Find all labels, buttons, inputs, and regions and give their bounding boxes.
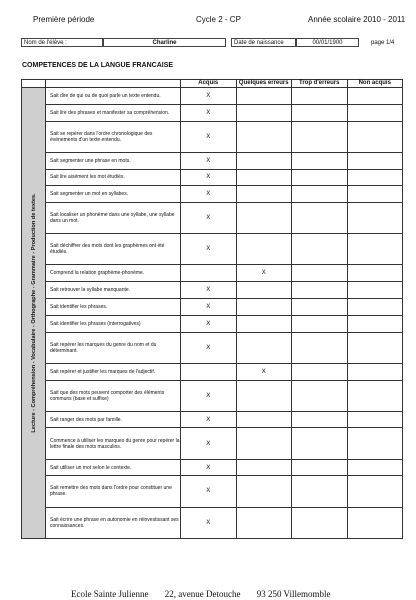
mark-cell: [236, 380, 292, 411]
mark-cell: [236, 104, 292, 121]
mark-cell: X: [236, 363, 292, 380]
mark-cell: X: [181, 234, 237, 265]
mark-cell: [347, 152, 403, 169]
birthdate-label: Date de naissance: [231, 38, 296, 47]
header-skill-blank: [46, 80, 181, 88]
skill-label: Sait segmenter une phrase en mots.: [46, 152, 181, 169]
skill-label: Sait lire des phrases et manifester sa compréhension.: [46, 104, 181, 121]
table-row: [22, 186, 403, 203]
table-row: [22, 380, 403, 411]
mark-cell: X: [236, 265, 292, 282]
table-row: [22, 459, 403, 476]
mark-cell: [292, 203, 348, 234]
mark-cell: [292, 88, 348, 105]
skill-label: Sait lire aisément les mot étudiés.: [46, 169, 181, 186]
mark-cell: X: [181, 186, 237, 203]
table-row: [22, 298, 403, 315]
table-row: [22, 282, 403, 299]
mark-cell: [292, 104, 348, 121]
mark-cell: X: [181, 298, 237, 315]
mark-cell: [347, 234, 403, 265]
mark-cell: [347, 282, 403, 299]
mark-cell: X: [181, 507, 237, 538]
mark-cell: [236, 186, 292, 203]
table-row: [22, 411, 403, 428]
mark-cell: [347, 186, 403, 203]
mark-cell: X: [181, 169, 237, 186]
mark-cell: [292, 363, 348, 380]
column-header: Non acquis: [347, 80, 403, 88]
mark-cell: [236, 459, 292, 476]
mark-cell: [292, 332, 348, 363]
skill-label: Sait repérer et justifier les marques de l'adjectif.: [46, 363, 181, 380]
mark-cell: [347, 507, 403, 538]
skill-label: Sait écrire une phrase en autonomie en réinvestissant ses connaissances.: [46, 507, 181, 538]
mark-cell: [292, 265, 348, 282]
mark-cell: [347, 476, 403, 507]
mark-cell: X: [181, 428, 237, 459]
page-number: page 1/4: [371, 40, 395, 46]
table-body: [22, 88, 403, 539]
header-blank: [22, 80, 46, 88]
mark-cell: [347, 265, 403, 282]
table-row: [22, 428, 403, 459]
birthdate-value: 00/01/1900: [296, 38, 359, 47]
mark-cell: X: [181, 476, 237, 507]
skill-label: Comprend la relation graphème-phonème.: [46, 265, 181, 282]
school-year-label: Année scolaire 2010 - 2011: [308, 15, 406, 24]
mark-cell: [347, 169, 403, 186]
column-header: Acquis: [181, 80, 237, 88]
table-row: [22, 152, 403, 169]
mark-cell: X: [181, 152, 237, 169]
student-name-label: Nom de l'élève :: [21, 38, 103, 47]
mark-cell: [292, 121, 348, 152]
section-title: COMPETENCES DE LA LANGUE FRANCAISE: [22, 62, 174, 69]
mark-cell: [292, 411, 348, 428]
competences-table-wrap: [21, 79, 403, 539]
mark-cell: [181, 265, 237, 282]
table-row: [22, 265, 403, 282]
table-row: [22, 88, 403, 105]
mark-cell: [236, 332, 292, 363]
mark-cell: [292, 298, 348, 315]
footer: [71, 589, 345, 599]
skill-label: Sait utiliser un mot selon le contexte.: [46, 459, 181, 476]
table-row: [22, 507, 403, 538]
mark-cell: [236, 234, 292, 265]
skill-label: Sait identifier les phrases.: [46, 298, 181, 315]
mark-cell: [347, 203, 403, 234]
student-name-value: Charline: [103, 38, 226, 47]
mark-cell: [347, 88, 403, 105]
mark-cell: [236, 476, 292, 507]
table-row: [22, 363, 403, 380]
mark-cell: X: [181, 121, 237, 152]
table-row: [22, 315, 403, 332]
mark-cell: [236, 298, 292, 315]
mark-cell: X: [181, 203, 237, 234]
mark-cell: [236, 121, 292, 152]
skill-label: Sait retrouver la syllabe manquante.: [46, 282, 181, 299]
skill-label: Sait identifier les phrases (interrogatives): [46, 315, 181, 332]
skill-label: Sait se repérer dans l'ordre chronologique des événements d'un texte entendu.: [46, 121, 181, 152]
competences-table: [21, 79, 403, 539]
mark-cell: [236, 152, 292, 169]
mark-cell: [236, 282, 292, 299]
domain-label: Lecture - Compréhension - Vocabulaire - Orthographe - Grammaire - Production de textes.: [30, 193, 37, 433]
mark-cell: [347, 298, 403, 315]
skill-label: Sait ranger des mots par famille.: [46, 411, 181, 428]
mark-cell: [236, 88, 292, 105]
mark-cell: [347, 428, 403, 459]
table-row: [22, 121, 403, 152]
skill-label: Sait localiser un phonème dans une syllabe, une syllabe dans un mot.: [46, 203, 181, 234]
mark-cell: X: [181, 411, 237, 428]
mark-cell: [292, 507, 348, 538]
mark-cell: X: [181, 104, 237, 121]
mark-cell: [347, 411, 403, 428]
mark-cell: [347, 380, 403, 411]
mark-cell: [347, 315, 403, 332]
table-row: [22, 476, 403, 507]
school-name: Ecole Sainte Julienne: [71, 589, 149, 599]
skill-label: Sait remettre des mots dans l'ordre pour constituer une phrase.: [46, 476, 181, 507]
table-row: [22, 104, 403, 121]
mark-cell: [236, 428, 292, 459]
mark-cell: X: [181, 88, 237, 105]
column-header: Trop d'erreurs: [292, 80, 348, 88]
cycle-label: Cycle 2 - CP: [196, 15, 241, 24]
mark-cell: [292, 169, 348, 186]
mark-cell: [236, 411, 292, 428]
mark-cell: [292, 152, 348, 169]
mark-cell: [292, 459, 348, 476]
skill-label: Commence à utiliser les marques du genre pour repérer la lettre finale des mots masculins.: [46, 428, 181, 459]
mark-cell: [236, 507, 292, 538]
mark-cell: [292, 476, 348, 507]
mark-cell: [347, 332, 403, 363]
column-header: Quelques erreurs: [236, 80, 292, 88]
mark-cell: [347, 121, 403, 152]
mark-cell: [236, 203, 292, 234]
mark-cell: [292, 234, 348, 265]
table-row: [22, 234, 403, 265]
skill-label: Sait segmenter un mot en syllabes.: [46, 186, 181, 203]
mark-cell: [347, 363, 403, 380]
mark-cell: [292, 186, 348, 203]
mark-cell: X: [181, 459, 237, 476]
period-label: Première période: [33, 15, 95, 24]
school-street: 22, avenue Detouche: [164, 589, 241, 599]
mark-cell: [347, 104, 403, 121]
mark-cell: [292, 380, 348, 411]
skill-label: Sait repérer les marques du genre du nom et du déterminant.: [46, 332, 181, 363]
table-row: [22, 332, 403, 363]
mark-cell: X: [181, 282, 237, 299]
table-row: [22, 203, 403, 234]
mark-cell: [236, 315, 292, 332]
skill-label: Sait que des mots peuvent comporter des éléments communs (base et suffixe): [46, 380, 181, 411]
mark-cell: X: [181, 380, 237, 411]
mark-cell: X: [181, 315, 237, 332]
skill-label: Sait déchiffrer des mots dont les graphèmes ont été étudiés.: [46, 234, 181, 265]
mark-cell: [292, 282, 348, 299]
table-row: [22, 169, 403, 186]
mark-cell: [292, 315, 348, 332]
school-city: 93 250 Villemomble: [256, 589, 331, 599]
mark-cell: [181, 363, 237, 380]
mark-cell: [236, 169, 292, 186]
domain-cell: [22, 88, 46, 539]
skill-label: Sait dire de qui ou de quoi parle un texte entendu.: [46, 88, 181, 105]
mark-cell: X: [181, 332, 237, 363]
table-header-row: [22, 80, 403, 88]
mark-cell: [292, 428, 348, 459]
mark-cell: [347, 459, 403, 476]
